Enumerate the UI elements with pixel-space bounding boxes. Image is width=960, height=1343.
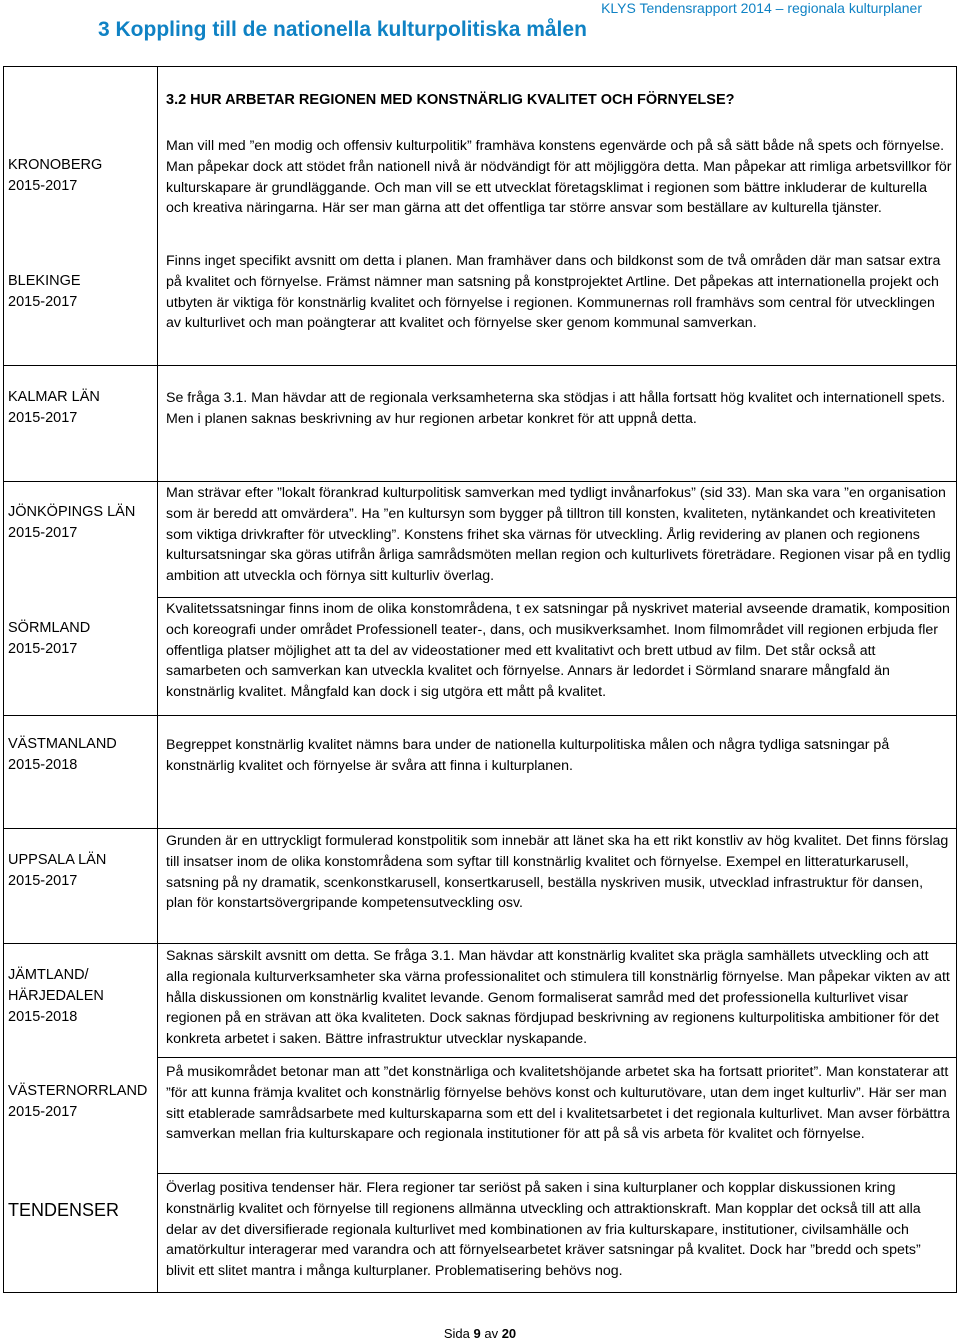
row-divider: [158, 1057, 956, 1058]
row-divider: [4, 943, 956, 944]
row-divider: [158, 1173, 956, 1174]
region-text: Överlag positiva tendenser här. Flera regioner tar seriöst på saken i sina kulturplaner och kopplar diskussionen kring konstnärlig kvalitet och förnyelse till regionens allmänna utveckling och attraktionskraft. Man kopplar det också till att alla delar av det diversifierade regionala kulturlivet med kombinationen av fria kulturskapare, institutioner, civilsamhälle och amatörkultur interagerar med varandra och att förnyelsearbetet kräver satsningar på kvalitet. Dock har ”bredd och spets” blivit ett slitet mantra i många kulturplaner. Problematisering behövs nog.: [166, 1180, 921, 1280]
region-label: JÄMTLAND/ HÄRJEDALEN 2015-2018: [8, 967, 104, 1025]
row-divider: [4, 481, 956, 482]
region-text: Finns inget specifikt avsnitt om detta i planen. Man framhäver dans och bildkonst som de två områden där man satsar extra på kvalitet och förnyelse. Främst nämner man satsning på konstprojektet Artline. Det påpekas att internationella projekt och utbyten är viktiga för konstnärlig kvalitet och förnyelse i regionen. Kommunernas roll framhävs som central för utvecklingen av kulturlivet och man poängterar att kvalitet och förnyelse sker genom kommunal samverkan.: [166, 253, 941, 332]
page-footer: Sida 9 av 20: [443, 1326, 517, 1341]
row-divider: [158, 597, 956, 598]
region-text: På musikområdet betonar man att ”det konstnärliga och kvalitetshöjande arbetet ska ha fortsatt prioritet”. Man konstaterar att ”för att kunna främja kvalitet och konstnärlig förnyelse behövs konst och kulturutövare, utan dem inget kulturliv”. Här ser man sitt etablerade samrådsarbete med kulturskaparna som ett del i kvalitetsarbetet i det regionala kulturlivet. Man avser förbättra samverkan mellan fria kulturskapare och regionala institutioner för att på så vis arbeta för kvalitet och förnyelse.: [166, 1064, 950, 1143]
region-label: KALMAR LÄN 2015-2017: [8, 389, 100, 426]
region-label: SÖRMLAND 2015-2017: [8, 620, 91, 657]
row-divider: [4, 365, 956, 366]
chapter-title: 3 Koppling till de nationella kulturpolitiska målen: [98, 18, 587, 41]
region-text: Begreppet konstnärlig kvalitet nämns bara under de nationella kulturpolitiska målen och några tydliga satsningar på konstnärlig kvalitet och förnyelse är svåra att finna i kulturplanen.: [166, 737, 890, 774]
region-label: JÖNKÖPINGS LÄN 2015-2017: [8, 504, 136, 541]
region-label: TENDENSER: [8, 1200, 120, 1220]
region-text: Saknas särskilt avsnitt om detta. Se fråga 3.1. Man hävdar att konstnärlig kvalitet ska prägla samhällets utveckling och att alla regionala kulturverksamheter ska värna professionalitet och stimulera till konstnärlig förnyelse. Man påpekar vikten av att hålla diskussionen om konstnärlig kvalitet levande. Genom formaliserat samråd med det professionella kulturlivet visar regionen på en strävan att öka kvaliteten. Dock saknas fördjupad beskrivning av regionens kulturpolitiska ambitioner för det konkreta arbetet i saken. Bättre infrastruktur utvecklar nyskapande.: [166, 948, 950, 1048]
region-text: Man strävar efter ”lokalt förankrad kulturpolitisk samverkan med tydligt invånarfokus” (sid 33). Man ska vara ”en organisation som är beredd att omvärdera”. Ha ”en kultursyn som bygger på tilltron till konsten, kvaliteten, nytänkandet och kreativiteten som viktiga drivkrafter för utveckling”. Konstens frihet ska värnas för utveckling. Årlig revidering av planen och regionens kultursatsningar ska göras utifrån årliga samrådsmöten mellan region och kulturlivets företrädare. Regionen visar på en tydlig ambition att utveckla och förnya sitt kulturliv överlag.: [166, 485, 951, 585]
region-label: VÄSTERNORRLAND 2015-2017: [8, 1083, 148, 1120]
column-separator: [157, 67, 158, 1292]
region-label: BLEKINGE 2015-2017: [8, 273, 81, 310]
row-divider: [4, 828, 956, 829]
section-title: 3.2 HUR ARBETAR REGIONEN MED KONSTNÄRLIG KVALITET OCH FÖRNYELSE?: [166, 92, 735, 108]
region-text: Grunden är en uttryckligt formulerad konstpolitik som innebär att länet ska ha ett rikt konstliv av hög kvalitet. Det finns förslag till insatser inom de olika konstområdena som syftar till konstnärlig kvalitet och förnyelse. Exempel en litteraturkarusell, satsning på ny dramatik, scenkonstkarusell, konsertkarusell, beställa nyskriven musik, utvecklad infrastruktur för dansen, plan för konstartsövergripande kompetensutveckling osv.: [166, 833, 949, 912]
report-title: KLYS Tendensrapport 2014 – regionala kulturplaner: [601, 0, 922, 16]
region-label: UPPSALA LÄN 2015-2017: [8, 852, 107, 889]
region-text: Man vill med ”en modig och offensiv kulturpolitik” framhäva konstens egenvärde och på så sätt både nå spets och förnyelse. Man påpekar dock att stödet från nationell nivå är nödvändigt för att möjliggöra detta. Man påpekar att rimliga arbetsvillkor för kulturskapare är grundläggande. Och man vill se ett utvecklat företagsklimat i regionen som bättre inkluderar de kulturella och kreativa näringarna. Här ser man gärna att det offentliga tar större ansvar som beställare av kulturella tjänster.: [166, 138, 952, 217]
region-text: Se fråga 3.1. Man hävdar att de regionala verksamheterna ska stödjas i att hålla fortsatt hög kvalitet och internationell spets. Men i planen saknas beskrivning av hur regionen arbetar konkret för att uppnå detta.: [166, 390, 946, 427]
region-label: KRONOBERG 2015-2017: [8, 157, 103, 194]
region-text: Kvalitetssatsningar finns inom de olika konstområdena, t ex satsningar på nyskrivet material avseende dramatik, komposition och koreografi under området Professionell teater-, dans, och musikverksamhet. Inom filmområdet vill regionen erbjuda fler offentliga platser möjlighet att ta del av videostationer med ett kvalitativt och brett utbud av film. Det står också att samarbeten och samverkan kan utveckla kvalitet och förnyelse. Annars är ledordet i Sörmland snarare mångfald än konstnärlig kvalitet. Mångfald kan dock i sig utgöra ett mått på kvalitet.: [166, 601, 950, 701]
region-label: VÄSTMANLAND 2015-2018: [8, 736, 117, 773]
row-divider: [4, 715, 956, 716]
